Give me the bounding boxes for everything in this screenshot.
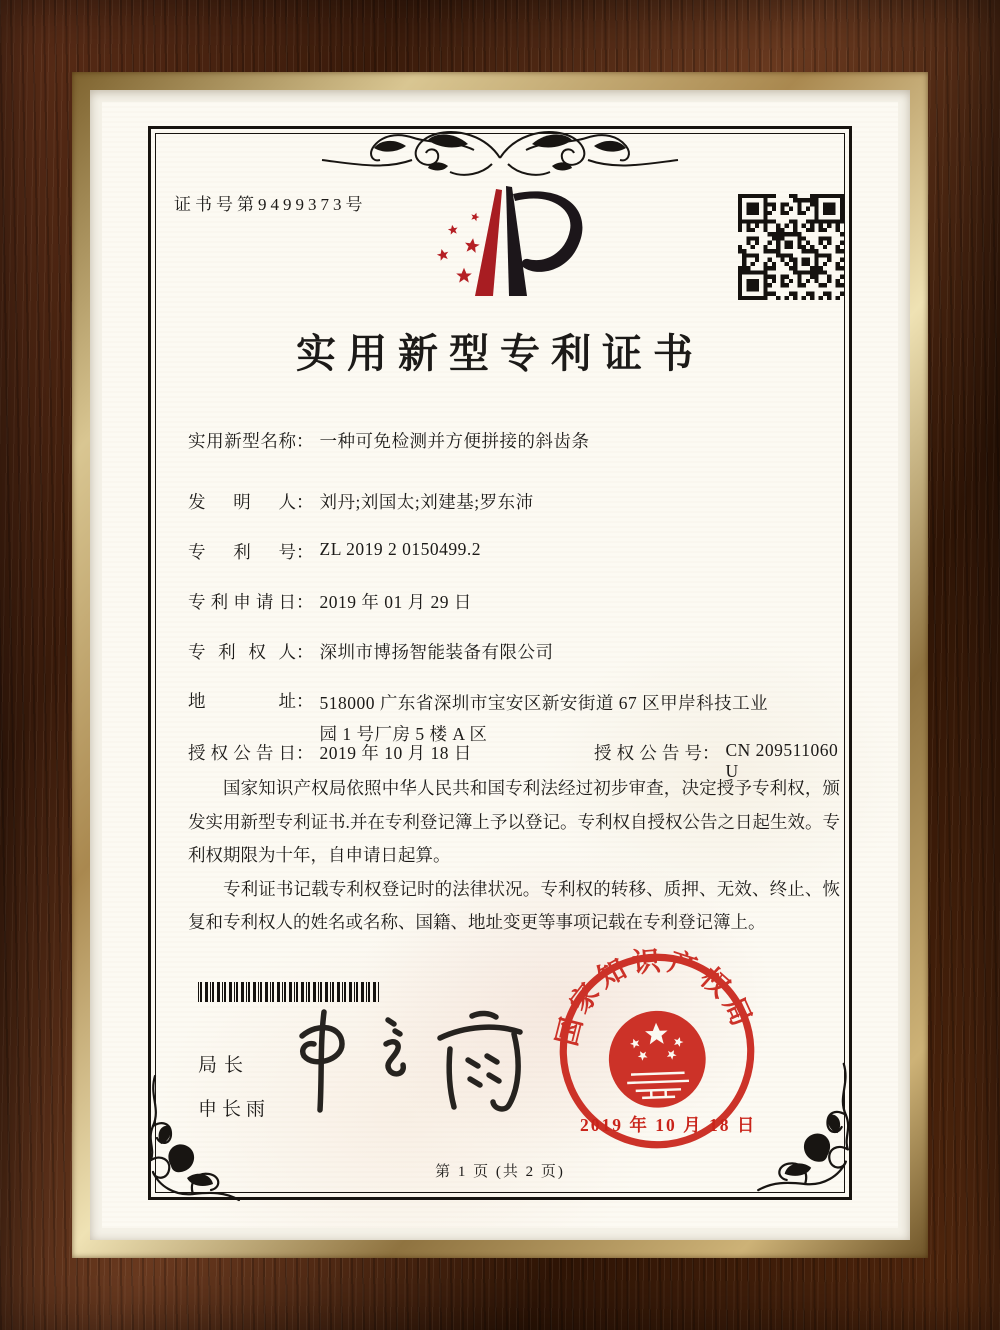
field-value: 深圳市博扬智能装备有限公司	[319, 642, 554, 662]
certificate-number: 证书号第9499373号	[174, 195, 367, 214]
director-title: 局长	[198, 1055, 251, 1076]
field-label: 授权公告日	[188, 743, 296, 763]
barcode	[198, 982, 412, 1002]
field-value: 2019 年 01 月 29 日	[319, 592, 472, 612]
field-value: 2019 年 10 月 18 日	[319, 743, 472, 763]
page-footer: 第 1 页 (共 2 页)	[435, 1164, 565, 1180]
field-value: 刘丹;刘国太;刘建基;罗东沛	[319, 492, 534, 512]
field-colon: ：	[296, 542, 314, 562]
field-colon: ：	[702, 743, 720, 763]
frame-mat	[90, 90, 910, 1240]
legal-paragraph: 专利证书记载专利权登记时的法律状况。专利权的转移、质押、无效、终止、恢复和专利权人的姓名或名称、国籍、地址变更等事项记载在专利登记簿上。	[188, 878, 840, 933]
qr-code	[734, 194, 848, 300]
director-name: 申长雨	[198, 1099, 271, 1120]
seal-date: 2019 年 10 月 18 日	[580, 1115, 757, 1135]
director-signature	[290, 1004, 536, 1119]
field-label: 发明人	[188, 492, 296, 512]
field-colon: ：	[296, 431, 314, 451]
field-row-name	[188, 428, 848, 453]
bottom-right-flourish-icon	[746, 1052, 858, 1204]
field-value: CN 209511060 U	[725, 740, 839, 781]
field-value: 一种可免检测并方便拼接的斜齿条	[319, 431, 590, 451]
cnipa-logo-icon	[416, 180, 602, 310]
field-colon: ：	[296, 743, 314, 763]
gold-trim	[72, 72, 928, 1258]
field-label: 专利申请日	[188, 592, 296, 612]
legal-text	[188, 772, 840, 940]
field-row-patentee	[188, 639, 848, 664]
field-colon: ：	[296, 642, 314, 662]
field-colon: ：	[296, 691, 314, 711]
field-value: ZL 2019 2 0150499.2	[319, 539, 481, 559]
field-label: 地址	[188, 691, 296, 711]
field-colon: ：	[296, 492, 314, 512]
field-colon: ：	[296, 592, 314, 612]
legal-paragraph: 国家知识产权局依照中华人民共和国专利法经过初步审查，决定授予专利权，颁发实用新型专利证书.并在专利登记簿上予以登记。专利权自授权公告之日起生效。专利权期限为十年，自申请日起算。	[188, 778, 840, 866]
seal-text: 国家知识产权局	[551, 945, 759, 1050]
field-row-filing-date	[188, 589, 848, 614]
field-label: 实用新型名称	[188, 431, 296, 451]
field-row-patent-number	[188, 539, 848, 564]
certificate-page	[102, 102, 898, 1228]
field-row-inventors	[188, 489, 848, 514]
field-value: 518000 广东省深圳市宝安区新安街道 67 区甲岸科技工业园 1 号厂房 5 楼 A 区	[319, 693, 769, 744]
field-label: 专利权人	[188, 642, 296, 662]
national-emblem-icon	[607, 1009, 707, 1109]
field-label: 专利号	[188, 542, 296, 562]
field-label: 授权公告号	[594, 743, 702, 763]
certificate-title: 实用新型专利证书	[296, 331, 704, 376]
field-row-grant-date	[188, 740, 848, 781]
